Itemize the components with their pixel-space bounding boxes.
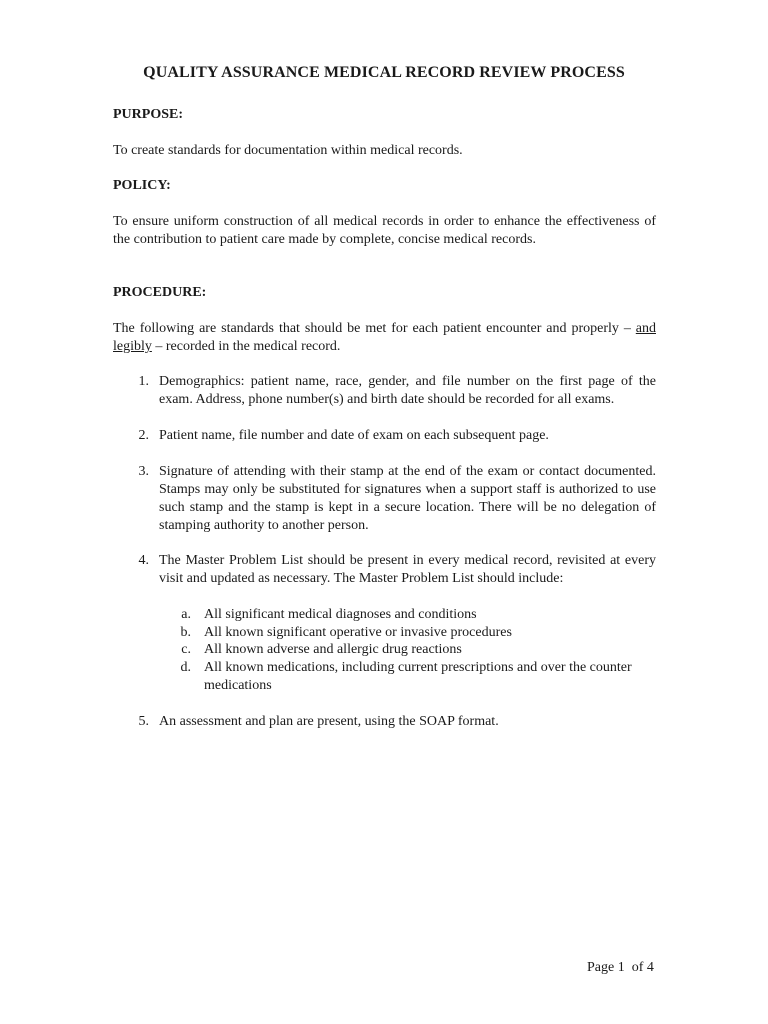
procedure-heading: PROCEDURE: — [113, 285, 207, 300]
list-item-text: Patient name, file number and date of exam on each subsequent page. — [159, 428, 549, 443]
policy-heading: POLICY: — [113, 178, 171, 193]
list-item-text: The Master Problem List should be present in every medical record, revisited at every visit and updated as necessary. The Master Problem List should include: — [159, 553, 656, 586]
document-title: QUALITY ASSURANCE MEDICAL RECORD REVIEW PROCESS — [143, 64, 625, 81]
sub-list-letter: c. — [181, 642, 191, 657]
purpose-text: To create standards for documentation within medical records. — [113, 143, 463, 158]
purpose-heading: PURPOSE: — [113, 107, 183, 122]
procedure-intro-end: – recorded in the medical record. — [151, 339, 341, 354]
sub-list-text: All known significant operative or invasive procedures — [204, 625, 512, 640]
sub-list-letter: a. — [181, 607, 191, 622]
list-item-number: 3. — [138, 464, 149, 479]
sub-list-text: All known adverse and allergic drug reactions — [204, 642, 462, 657]
procedure-intro — [113, 320, 656, 356]
list-item-number: 1. — [138, 374, 149, 389]
page-number: Page 1 of 4 — [587, 960, 654, 975]
procedure-intro-start: The following are standards that should be met for each patient encounter and properly – — [113, 321, 636, 336]
list-item-text: Signature of attending with their stamp at the end of the exam or contact documented. Stamps may only be substituted for signatures when a support staff is authorized to use such stamp and the stamp is kept in a secure location. There will be no delegation of stamping authority to another person. — [159, 464, 656, 533]
procedure-intro-underlined: and legibly — [113, 321, 656, 354]
list-item-text: An assessment and plan are present, using the SOAP format. — [159, 714, 499, 729]
list-item-number: 5. — [138, 714, 149, 729]
list-item-number: 4. — [138, 553, 149, 568]
policy-text: To ensure uniform construction of all medical records in order to enhance the effectiveness of the contribution to patient care made by complete, concise medical records. — [113, 214, 656, 247]
sub-list-text: All significant medical diagnoses and conditions — [204, 607, 477, 622]
sub-list-letter: d. — [180, 660, 191, 675]
list-item-text: Demographics: patient name, race, gender, and file number on the first page of the exam. Address, phone number(s) and birth date should be recorded for all exams. — [159, 374, 656, 407]
sub-list-letter: b. — [180, 625, 191, 640]
sub-list-text: All known medications, including current prescriptions and over the counter medications — [204, 660, 632, 693]
list-item-number: 2. — [138, 428, 149, 443]
